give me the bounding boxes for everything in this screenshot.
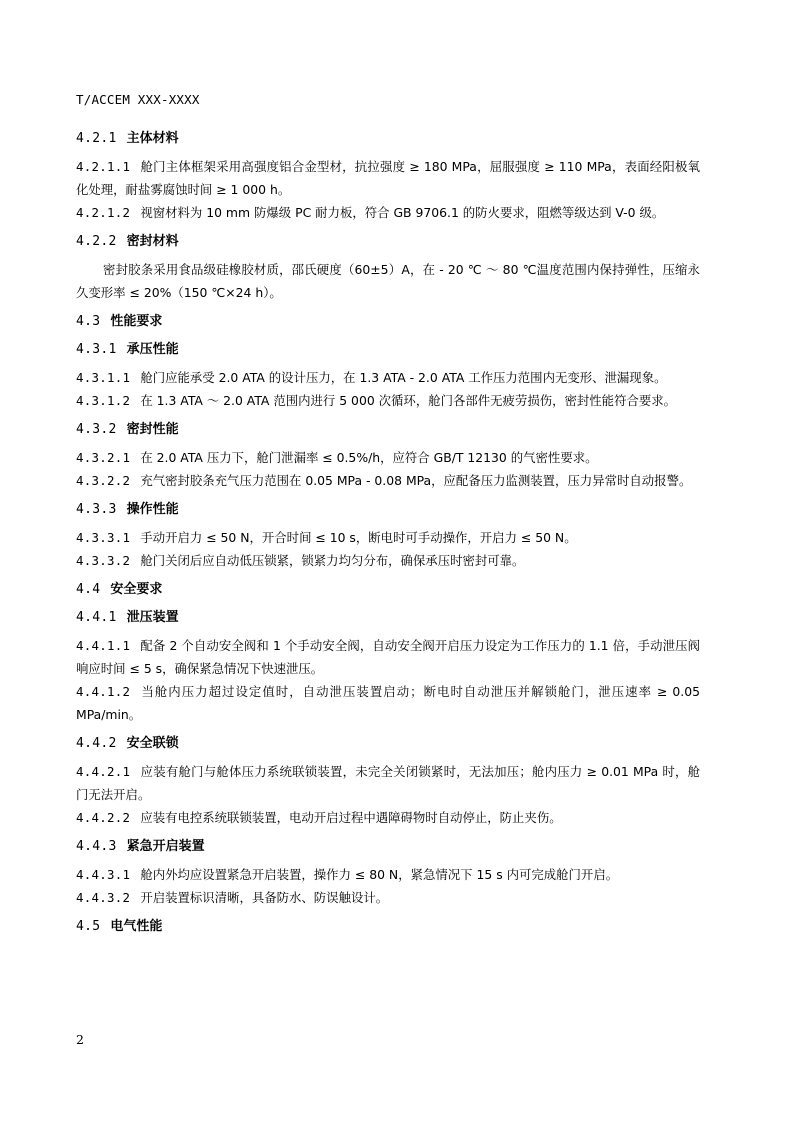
clause-text: 应装有舱门与舱体压力系统联锁装置，未完全关闭锁紧时，无法加压；舱内压力 ≥ 0.01 MPa 时，舱门无法开启。 [76,764,700,802]
section-title: 泄压装置 [126,610,179,625]
clause-text: 舱门关闭后应自动低压锁紧，锁紧力均匀分布，确保承压时密封可靠。 [140,553,525,568]
section-heading [76,312,700,332]
section-heading [76,837,700,857]
section-heading [76,129,700,149]
section-number: 4.3 [76,314,101,329]
section-number: 4.4 [76,582,101,597]
section-title: 安全联锁 [126,736,179,751]
section-number: 4.2.1 [76,131,117,146]
clause-paragraph [76,863,700,886]
clause-paragraph [76,201,700,224]
section-number: 4.3.1 [76,342,117,357]
clause-number: 4.4.1.2 [76,684,131,699]
section-title: 电气性能 [110,919,163,934]
clause-text: 当舱内压力超过设定值时，自动泄压装置启动；断电时自动泄压并解锁舱门，泄压速率 ≥ 0.05 MPa/min。 [76,684,700,722]
clause-number: 4.4.2.1 [76,764,131,779]
clause-paragraph [76,549,700,572]
clause-text: 在 1.3 ATA ～ 2.0 ATA 范围内进行 5 000 次循环，舱门各部件无疲劳损伤，密封性能符合要求。 [140,393,677,408]
clause-paragraph [76,760,700,806]
document-body [76,121,700,943]
clause-text: 开启装置标识清晰，具备防水、防误触设计。 [140,890,389,905]
section-title: 操作性能 [126,502,179,517]
section-heading [76,734,700,754]
section-number: 4.3.2 [76,422,117,437]
section-heading [76,340,700,360]
section-title: 紧急开启装置 [126,839,205,854]
section-number: 4.3.3 [76,502,117,517]
section-number: 4.4.2 [76,736,117,751]
clause-number: 4.4.3.2 [76,890,131,905]
clause-number: 4.3.3.2 [76,553,131,568]
clause-paragraph [76,680,700,726]
clause-paragraph [76,258,700,304]
section-heading [76,232,700,252]
clause-number: 4.2.1.2 [76,205,131,220]
clause-paragraph [76,389,700,412]
clause-text: 密封胶条采用食品级硅橡胶材质，邵氏硬度（60±5）A，在 - 20 ℃ ～ 80 ℃温度范围内保持弹性，压缩永久变形率 ≤ 20%（150 ℃×24 h）。 [76,262,700,300]
section-heading [76,580,700,600]
document-code: T/ACCEM XXX-XXXX [76,92,200,107]
clause-text: 舱门应能承受 2.0 ATA 的设计压力，在 1.3 ATA - 2.0 ATA 工作压力范围内无变形、泄漏现象。 [140,370,667,385]
clause-text: 应装有电控系统联锁装置，电动开启过程中遇障碍物时自动停止，防止夹伤。 [140,810,562,825]
clause-paragraph [76,469,700,492]
section-title: 密封性能 [126,422,179,437]
clause-paragraph [76,155,700,201]
section-title: 性能要求 [110,314,163,329]
clause-number: 4.3.3.1 [76,530,131,545]
clause-text: 在 2.0 ATA 压力下，舱门泄漏率 ≤ 0.5%/h，应符合 GB/T 12130 的气密性要求。 [140,450,598,465]
clause-number: 4.4.3.1 [76,867,131,882]
section-heading [76,917,700,937]
clause-paragraph [76,526,700,549]
clause-number: 4.3.1.1 [76,370,131,385]
clause-text: 充气密封胶条充气压力范围在 0.05 MPa - 0.08 MPa，应配备压力监测装置，压力异常时自动报警。 [140,473,692,488]
section-title: 安全要求 [110,582,163,597]
section-title: 承压性能 [126,342,179,357]
section-title: 密封材料 [126,234,179,249]
clause-text: 配备 2 个自动安全阀和 1 个手动安全阀，自动安全阀开启压力设定为工作压力的 1.1 倍，手动泄压阀响应时间 ≤ 5 s，确保紧急情况下快速泄压。 [76,638,700,676]
page-number: 2 [76,1032,84,1047]
clause-paragraph [76,886,700,909]
section-number: 4.5 [76,919,101,934]
clause-text: 舱门主体框架采用高强度铝合金型材，抗拉强度 ≥ 180 MPa，屈服强度 ≥ 110 MPa，表面经阳极氧化处理，耐盐雾腐蚀时间 ≥ 1 000 h。 [76,159,700,197]
clause-text: 舱内外均应设置紧急开启装置，操作力 ≤ 80 N，紧急情况下 15 s 内可完成舱门开启。 [140,867,619,882]
clause-text: 视窗材料为 10 mm 防爆级 PC 耐力板，符合 GB 9706.1 的防火要求，阻燃等级达到 V-0 级。 [140,205,665,220]
clause-number: 4.3.2.1 [76,450,131,465]
section-number: 4.4.3 [76,839,117,854]
section-number: 4.4.1 [76,610,117,625]
section-list [76,129,700,937]
clause-number: 4.2.1.1 [76,159,131,174]
section-number: 4.2.2 [76,234,117,249]
clause-number: 4.3.1.2 [76,393,131,408]
clause-text: 手动开启力 ≤ 50 N，开合时间 ≤ 10 s，断电时可手动操作，开启力 ≤ 50 N。 [140,530,577,545]
section-heading [76,500,700,520]
clause-number: 4.3.2.2 [76,473,131,488]
section-heading [76,420,700,440]
clause-number: 4.4.2.2 [76,810,131,825]
section-title: 主体材料 [126,131,179,146]
section-heading [76,608,700,628]
clause-paragraph [76,446,700,469]
clause-number: 4.4.1.1 [76,638,131,653]
clause-paragraph [76,806,700,829]
clause-paragraph [76,366,700,389]
clause-paragraph [76,634,700,680]
